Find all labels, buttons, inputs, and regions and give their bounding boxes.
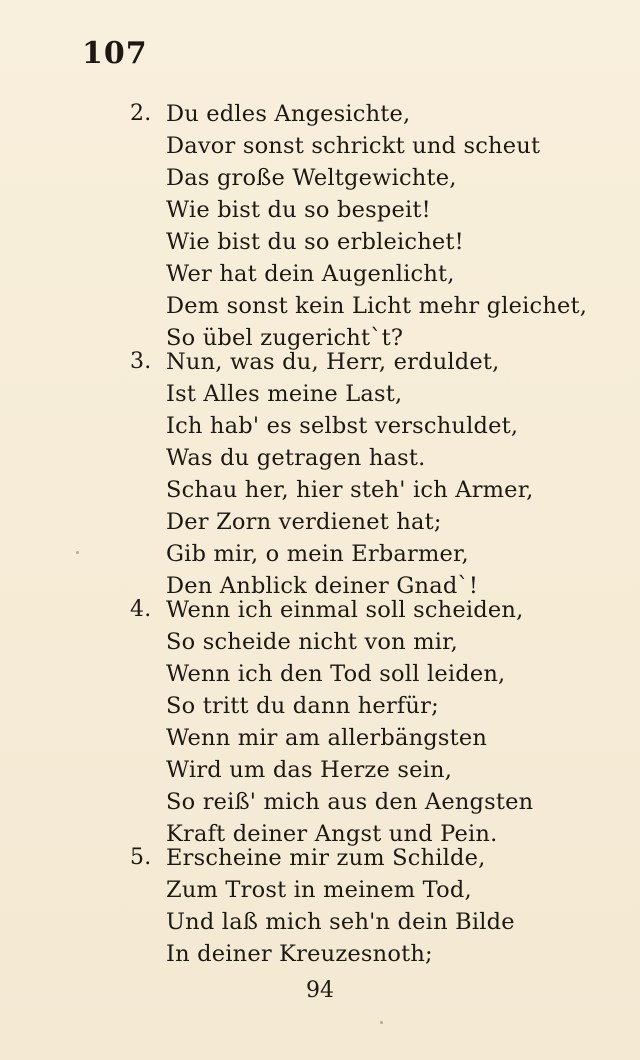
- verse-line: So tritt du dann herfür;: [166, 693, 439, 719]
- verse-line: So scheide nicht von mir,: [166, 629, 458, 655]
- verse-line: Ich hab' es selbst verschuldet,: [166, 413, 519, 439]
- verse-line: Und laß mich seh'n dein Bilde: [166, 909, 515, 935]
- verse-line: So übel zugericht`t?: [166, 325, 404, 351]
- verse-line: Schau her, hier steh' ich Armer,: [166, 477, 534, 503]
- verse-text: Nun, was du, Herr, erduldet,: [166, 349, 500, 375]
- verse-line: Was du getragen hast.: [166, 445, 426, 471]
- verse-number: 5.: [130, 845, 152, 870]
- verse-number: 2.: [130, 101, 152, 126]
- paper-speck: [76, 551, 79, 554]
- verse-2: [130, 98, 600, 354]
- verse-line: [130, 842, 600, 874]
- verse-line: Kraft deiner Angst und Pein.: [166, 821, 498, 847]
- verse-text: Du edles Angesichte,: [166, 101, 411, 127]
- verse-line: In deiner Kreuzesnoth;: [166, 941, 433, 967]
- verse-line: [130, 98, 600, 130]
- verse-line: So reiß' mich aus den Aengsten: [166, 789, 534, 815]
- verse-line: Der Zorn verdienet hat;: [166, 509, 442, 535]
- verse-line: Dem sonst kein Licht mehr gleichet,: [166, 293, 588, 319]
- verse-line: Wenn ich den Tod soll leiden,: [166, 661, 506, 687]
- verse-line: Wie bist du so erbleichet!: [166, 229, 464, 255]
- verse-line: [130, 594, 600, 626]
- verse-text: Wenn ich einmal soll scheiden,: [166, 597, 524, 623]
- verse-line: Wer hat dein Augenlicht,: [166, 261, 455, 287]
- verse-line: Zum Trost in meinem Tod,: [166, 877, 472, 903]
- verse-5: [130, 842, 600, 970]
- paper-speck: [380, 1021, 383, 1024]
- verse-3: [130, 346, 600, 602]
- verse-line: Wenn mir am allerbängsten: [166, 725, 488, 751]
- verse-number: 4.: [130, 597, 152, 622]
- verse-text: Erscheine mir zum Schilde,: [166, 845, 486, 871]
- hymn-number: 107: [82, 36, 148, 71]
- verse-line: Den Anblick deiner Gnad`!: [166, 573, 479, 599]
- verse-line: Gib mir, o mein Erbarmer,: [166, 541, 469, 567]
- page-number: 94: [306, 978, 334, 1003]
- verse-line: Wird um das Herze sein,: [166, 757, 453, 783]
- verse-4: [130, 594, 600, 850]
- verse-number: 3.: [130, 349, 152, 374]
- verse-line: [130, 346, 600, 378]
- verse-line: Wie bist du so bespeit!: [166, 197, 431, 223]
- verse-line: Das große Weltgewichte,: [166, 165, 457, 191]
- verse-line: Davor sonst schrickt und scheut: [166, 133, 541, 159]
- verse-line: Ist Alles meine Last,: [166, 381, 403, 407]
